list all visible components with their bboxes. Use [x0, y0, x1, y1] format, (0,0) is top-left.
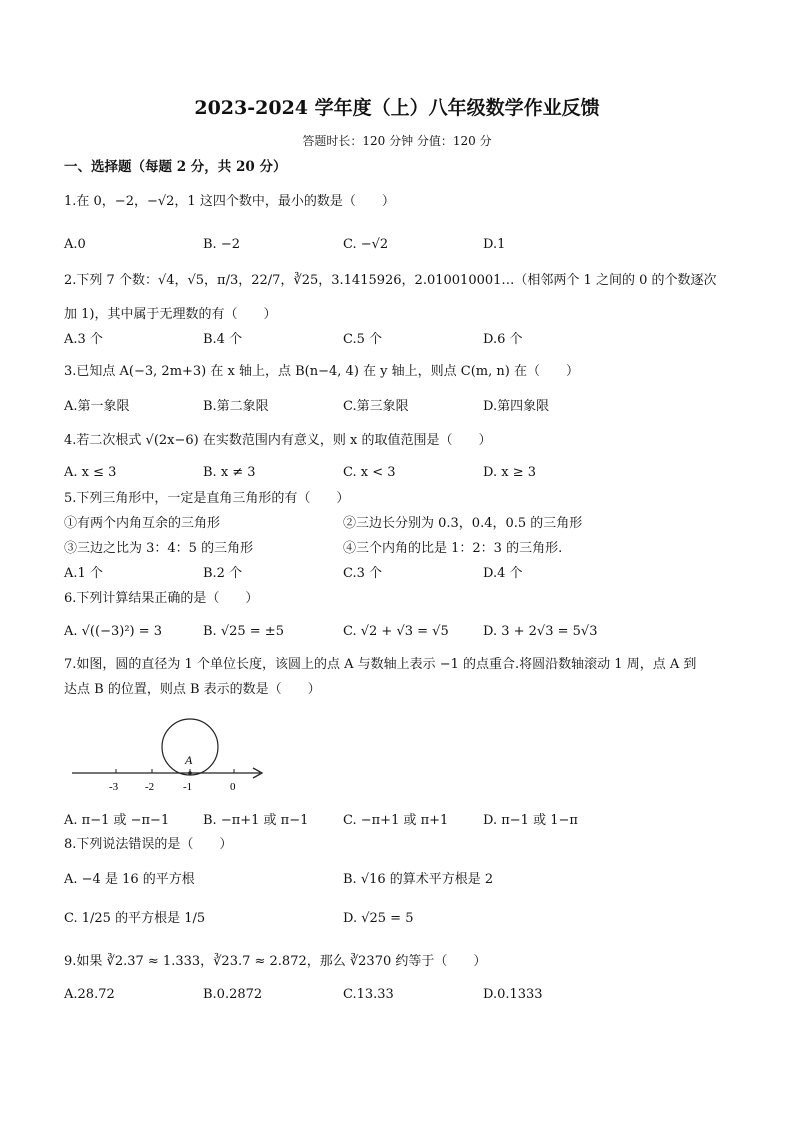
q1-option-d[interactable]: D.1: [483, 237, 506, 252]
q6-option-d[interactable]: D. 3 + 2√3 = 5√3: [483, 624, 598, 639]
question-9-stem: 9.如果 ∛2.37 ≈ 1.333，∛23.7 ≈ 2.872，那么 ∛2370 约等于（ ）: [64, 954, 487, 969]
question-4-stem: 4.若二次根式 √(2x−6) 在实数范围内有意义，则 x 的取值范围是（ ）: [64, 433, 492, 448]
q9-option-c[interactable]: C.13.33: [343, 987, 394, 1002]
q5-option-a[interactable]: A.1 个: [64, 566, 103, 581]
q4-option-b[interactable]: B. x ≠ 3: [203, 465, 256, 480]
q5-option-b[interactable]: B.2 个: [203, 566, 243, 581]
q6-option-a[interactable]: A. √((−3)²) = 3: [64, 624, 163, 639]
section-heading: 一、选择题（每题 2 分，共 20 分）: [64, 159, 287, 175]
q5-option-d[interactable]: D.4 个: [483, 566, 523, 581]
question-3-stem: 3.已知点 A(−3, 2m+3) 在 x 轴上，点 B(n−4, 4) 在 y 轴上，则点 C(m, n) 在（ ）: [64, 364, 579, 379]
q5-statement-1: ①有两个内角互余的三角形: [64, 516, 221, 531]
q4-option-d[interactable]: D. x ≥ 3: [483, 465, 536, 480]
q8-option-d[interactable]: D. √25 = 5: [343, 911, 414, 926]
q9-option-b[interactable]: B.0.2872: [203, 987, 263, 1002]
tick-label-0: 0: [230, 781, 236, 793]
q4-option-c[interactable]: C. x < 3: [343, 465, 396, 480]
q2-option-b[interactable]: B.4 个: [203, 332, 243, 347]
q3-option-d[interactable]: D.第四象限: [483, 399, 550, 414]
q8-option-b[interactable]: B. √16 的算术平方根是 2: [343, 872, 494, 887]
question-6-stem: 6.下列计算结果正确的是（ ）: [64, 591, 259, 606]
q1-option-c[interactable]: C. −√2: [343, 237, 389, 252]
q2-option-d[interactable]: D.6 个: [483, 332, 523, 347]
exam-info: 答题时长：120 分钟 分值：120 分: [302, 134, 492, 148]
q7-option-b[interactable]: B. −π+1 或 π−1: [203, 813, 309, 828]
q9-option-a[interactable]: A.28.72: [64, 987, 115, 1002]
q3-option-b[interactable]: B.第二象限: [203, 399, 269, 414]
question-7-stem-line2: 达点 B 的位置，则点 B 表示的数是（ ）: [64, 682, 321, 697]
number-line-figure: [64, 712, 274, 796]
tick-label-neg2: -2: [145, 781, 155, 793]
q2-option-a[interactable]: A.3 个: [64, 332, 103, 347]
q5-statement-4: ④三个内角的比是 1：2：3 的三角形.: [343, 541, 563, 556]
question-1-stem: 1.在 0，−2，−√2，1 这四个数中，最小的数是（ ）: [64, 194, 395, 209]
q4-option-a[interactable]: A. x ≤ 3: [64, 465, 117, 480]
q1-option-b[interactable]: B. −2: [203, 237, 240, 252]
q2-option-c[interactable]: C.5 个: [343, 332, 383, 347]
question-8-stem: 8.下列说法错误的是（ ）: [64, 837, 233, 852]
q5-statement-2: ②三边长分别为 0.3，0.4，0.5 的三角形: [343, 516, 583, 531]
q6-option-b[interactable]: B. √25 = ±5: [203, 624, 284, 639]
q5-option-c[interactable]: C.3 个: [343, 566, 383, 581]
point-a-label: A: [185, 753, 193, 767]
page-title: 2023-2024 学年度（上）八年级数学作业反馈: [194, 97, 600, 119]
q8-option-a[interactable]: A. −4 是 16 的平方根: [64, 872, 195, 887]
q3-option-c[interactable]: C.第三象限: [343, 399, 409, 414]
q8-option-c[interactable]: C. 1/25 的平方根是 1/5: [64, 911, 206, 926]
q6-option-c[interactable]: C. √2 + √3 = √5: [343, 624, 449, 639]
q7-option-c[interactable]: C. −π+1 或 π+1: [343, 813, 449, 828]
q7-option-a[interactable]: A. π−1 或 −π−1: [64, 813, 170, 828]
tick-label-neg3: -3: [109, 781, 119, 793]
question-2-stem-line2: 加 1)，其中属于无理数的有（ ）: [64, 307, 277, 322]
tick-label-neg1: -1: [183, 781, 193, 793]
q5-statement-3: ③三边之比为 3：4：5 的三角形: [64, 541, 254, 556]
q3-option-a[interactable]: A.第一象限: [64, 399, 130, 414]
q9-option-d[interactable]: D.0.1333: [483, 987, 543, 1002]
q1-option-a[interactable]: A.0: [64, 237, 86, 252]
q7-option-d[interactable]: D. π−1 或 1−π: [483, 813, 578, 828]
question-2-stem-line1: 2.下列 7 个数：√4，√5，π/3，22/7，∛25，3.1415926，2.010010001…（相邻两个 1 之间的 0 的个数逐次: [64, 273, 717, 288]
question-5-stem: 5.下列三角形中，一定是直角三角形的有（ ）: [64, 491, 350, 506]
question-7-stem-line1: 7.如图，圆的直径为 1 个单位长度，该圆上的点 A 与数轴上表示 −1 的点重合.将圆沿数轴滚动 1 周，点 A 到: [64, 657, 697, 672]
